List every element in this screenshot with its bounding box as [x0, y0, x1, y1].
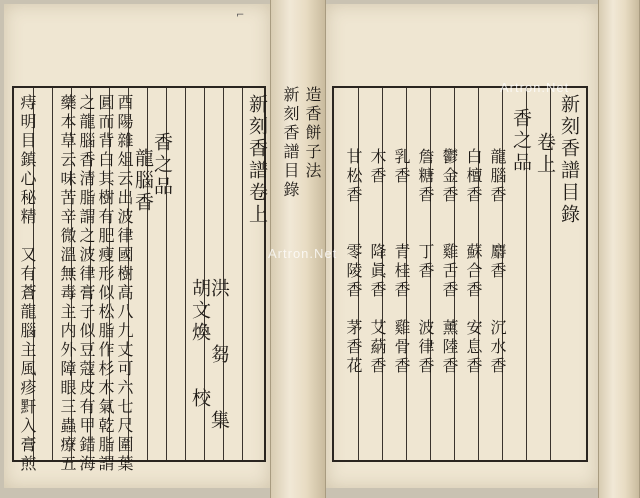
toc-row: 乳香 青桂香 雞骨香	[392, 148, 411, 376]
toc-row: 甘松香 零陵香 茅香花	[344, 148, 363, 376]
right-spine	[598, 0, 640, 498]
section-heading: 香之品	[151, 132, 173, 198]
body-text-line: 痔明目鎮心秘精 又有蒼龍腦主風疹䵟入膏煎	[18, 94, 37, 474]
body-text-line: 之龍腦香清脂謂之波律膏子似豆蔻皮有甲錯海	[77, 94, 96, 474]
entry-heading: 龍腦香	[132, 148, 154, 214]
volume-heading: 卷上	[534, 132, 556, 176]
body-text-line: 藥本草云味苦辛微溫無毒主内外障眼三蟲療五	[58, 94, 77, 474]
toc-row: 龍腦香 麝香 沉水香	[488, 148, 507, 376]
chapter-title: 新刻香譜卷上	[246, 94, 268, 226]
body-text-line: 酉陽雜俎云出波律國樹高八九丈可六七尺圍葉	[115, 94, 134, 474]
left-text-frame	[12, 86, 268, 474]
editor-line: 胡文煥 校	[189, 278, 211, 410]
compiler-line: 洪 芻 集	[208, 278, 230, 432]
toc-row: 白檀香 蘇合香 安息香	[464, 148, 483, 376]
toc-row: 詹糖香 丁香 波律香	[416, 148, 435, 376]
toc-row: 木香 降眞香 艾蒳香	[368, 148, 387, 376]
body-text-line: 圓而背白其樹有肥瘦形似松脂作杉木氣乾脂謂	[96, 94, 115, 474]
column-rule	[242, 88, 243, 460]
spine-title: 新刻香譜目錄	[281, 86, 300, 200]
toc-row: 鬱金香 雞舌香 薰陸香	[440, 148, 459, 376]
watermark: Artron.Net	[268, 246, 338, 261]
column-rule	[52, 88, 53, 460]
section-heading: 香之品	[510, 108, 532, 174]
column-rule	[147, 88, 148, 460]
spine-entry: 造香餅子法	[303, 86, 322, 181]
watermark: Artron.Net	[500, 80, 570, 95]
table-of-contents-title: 新刻香譜目錄	[558, 94, 580, 226]
right-text-frame	[332, 86, 588, 462]
column-rule	[185, 88, 186, 460]
page-corner-mark: ⌐	[236, 10, 245, 21]
